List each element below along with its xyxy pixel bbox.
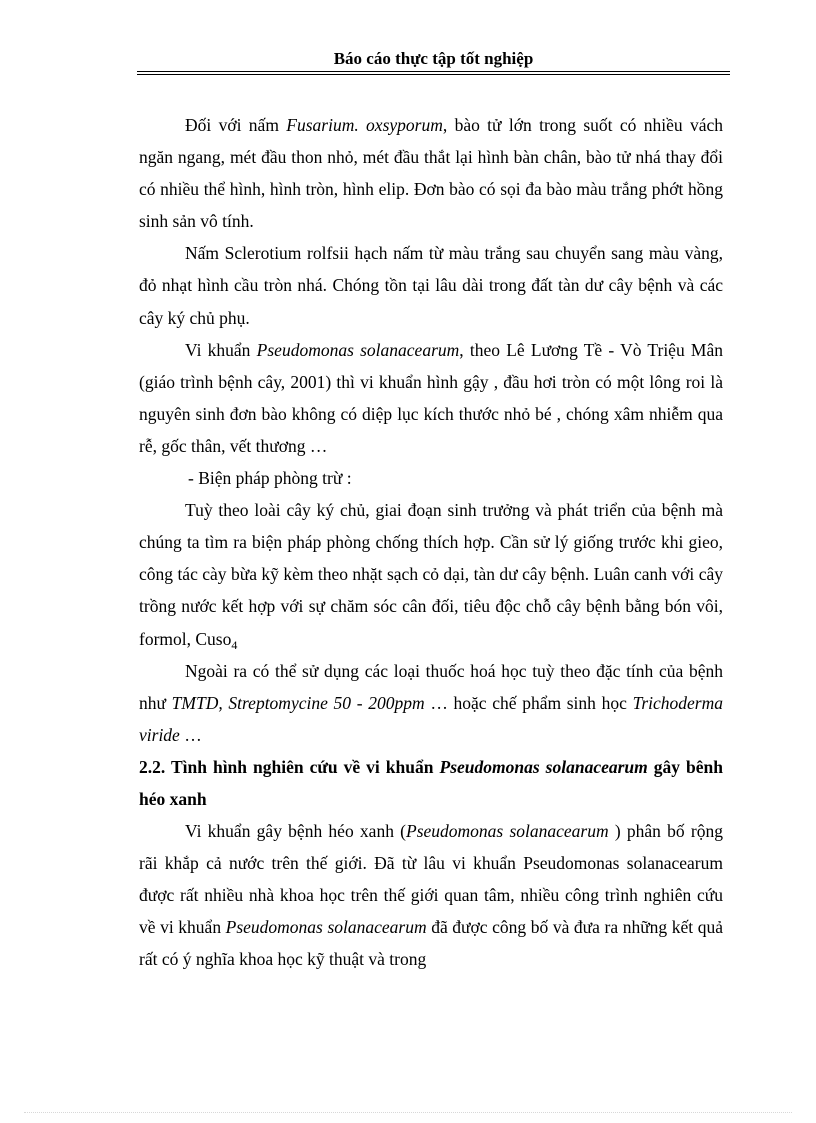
- paragraph-pseudomonas: [139, 334, 723, 462]
- page-header-title: Báo cáo thực tập tốt nghiệp: [333, 49, 534, 68]
- species-name: Pseudomonas solanacearum: [256, 339, 460, 360]
- paragraph-sclerotium: Nấm Sclerotium rolfsii hạch nấm từ màu trắng sau chuyển sang màu vàng, đỏ nhạt hình cầu tròn nhá. Chóng tồn tại lâu dài trong đất tàn dư cây bệnh và các cây ký chủ phụ.: [139, 243, 723, 328]
- header-rule-top: [137, 71, 730, 72]
- header-rule-bottom: [137, 74, 730, 75]
- species-name: Pseudomonas solanacearum: [439, 756, 648, 777]
- document-body: [139, 109, 723, 976]
- paragraph-chemicals: [139, 655, 723, 751]
- species-name: Trichoderma viride: [139, 692, 723, 745]
- chemical-names: TMTD, Streptomycine 50 - 200ppm: [171, 692, 425, 713]
- paragraph-fusarium: [139, 109, 723, 237]
- text-run: Vi khuẩn: [185, 339, 257, 360]
- text-run: đã được công bố và đưa ra những kết quả rất có ý nghĩa khoa học kỹ thuật và trong: [139, 917, 723, 970]
- text-run: … hoặc chế phẩm sinh học: [424, 692, 633, 713]
- heading-text: gây bênh héo xanh: [139, 756, 724, 809]
- species-name: Fusarium. oxsyporum: [286, 115, 443, 135]
- text-run: , theo Lê Lương Tề - Vò Triệu Mân (giáo trình bệnh cây, 2001) thì vi khuẩn hình gậy , đầu hơi tròn có một lông roi là nguyên sinh đơn bào không có diệp lục kích thước nhỏ bé , chóng xâm nhiễm qua rễ, gốc thân, vết thương …: [139, 339, 724, 456]
- paragraph-control-measures: [139, 494, 723, 654]
- paragraph-wilt-research: [139, 815, 723, 975]
- heading-text: 2.2. Tình hình nghiên cứu về vi khuẩn: [139, 756, 440, 777]
- text-run: Tuỳ theo loài cây ký chủ, giai đoạn sinh trưởng và phát triển của bệnh mà chúng ta tìm ra biện pháp phòng chống thích hợp. Cần sử lý giống trước khi gieo, công tác cày bừa kỹ kèm theo nhặt sạch cỏ dại, tàn dư cây bệnh. Luân canh với cây trồng nước kết hợp với sự chăm sóc cân đối, tiêu độc chỗ cây bệnh bằng bón vôi, formol, Cuso: [139, 500, 723, 649]
- species-name: Pseudomonas solanacearum: [406, 821, 609, 842]
- species-name: Pseudomonas solanacearum: [225, 917, 427, 938]
- text-run: Đối với nấm: [185, 115, 287, 135]
- text-run: , bào tử lớn trong suốt có nhiều vách ngăn ngang, mét đầu thon nhỏ, mét đầu thắt lại hình bàn chân, bào tử nhá thay đổi có nhiều thể hình, hình tròn, hình elip. Đơn bào có sọi đa bào màu trắng phớt hồng sinh sản vô tính.: [139, 115, 723, 232]
- page-bottom-border: [24, 1112, 792, 1113]
- paragraph-control-measures-label: - Biện pháp phòng trừ :: [188, 468, 352, 489]
- text-run: ) phân bố rộng rãi khắp cả nước trên thế giới. Đã từ lâu vi khuẩn Pseudomonas solanacearum được rất nhiều nhà khoa học trên thế giới quan tâm, nhiều công trình nghiên cứu về vi khuẩn: [139, 821, 723, 938]
- section-heading-2-2: [139, 751, 723, 815]
- subscript: 4: [231, 637, 238, 652]
- text-run: Ngoài ra có thể sử dụng các loại thuốc hoá học tuỳ theo đặc tính của bệnh như: [139, 660, 723, 713]
- text-run: …: [179, 724, 202, 745]
- text-run: Vi khuẩn gây bệnh héo xanh (: [185, 821, 407, 842]
